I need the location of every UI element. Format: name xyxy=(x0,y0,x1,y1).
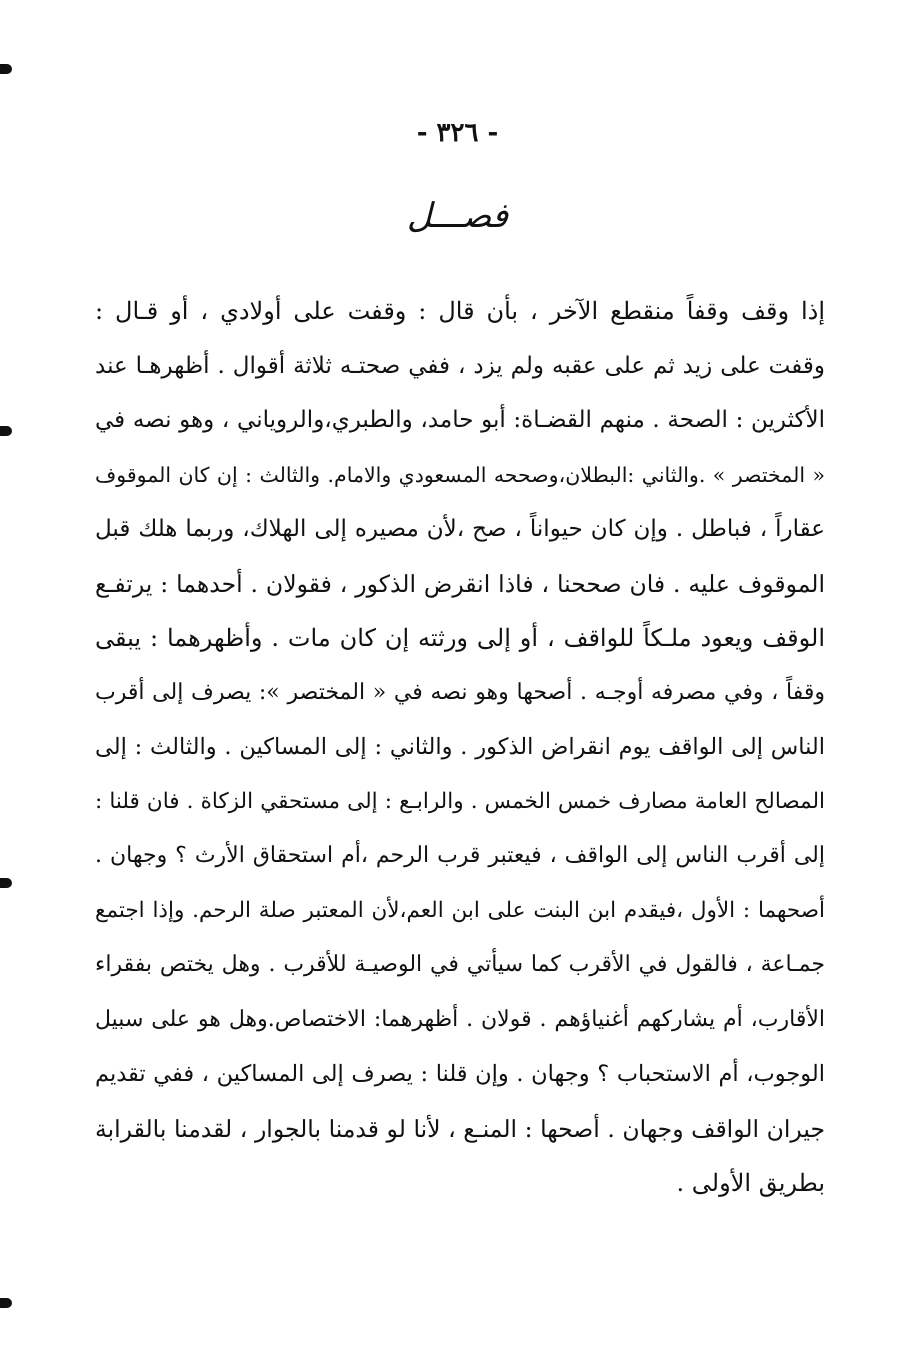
margin-mark-3 xyxy=(0,878,12,888)
text-line-last: بطريق الأولى . xyxy=(676,1169,825,1197)
margin-mark-1 xyxy=(0,64,12,74)
text-line: المصالح العامة مصارف خمس الخمس . والرابـع : إلى مستحقي الزكاة . فان قلنا : xyxy=(95,788,825,814)
text-line: عقاراً ، فباطل . وإن كان حيواناً ، صح ،لأن مصيره إلى الهلاك، وربما هلك قبل xyxy=(95,516,825,542)
text-line: الوجوب، أم الاستحباب ؟ وجهان . وإن قلنا : يصرف إلى المساكين ، ففي تقديم xyxy=(95,1061,825,1087)
text-line: وقفت على زيد ثم على عقبه ولم يزد ، ففي صحتـه ثلاثة أقوال . أظهرهـا عند xyxy=(95,352,825,379)
text-line: الموقوف عليه . فان صححنا ، فاذا انقرض الذكور ، فقولان . أحدهما : يرتفـع xyxy=(95,569,825,598)
text-line: الأكثرين : الصحة . منهم القضـاة: أبو حامد، والطبري،والروياني ، وهو نصه في xyxy=(95,407,825,433)
text-line: إلى أقرب الناس إلى الواقف ، فيعتبر قرب الرحم ،أم استحقاق الأرث ؟ وجهان . xyxy=(95,843,825,868)
text-line: الناس إلى الواقف يوم انقراض الذكور . والثاني : إلى المساكين . والثالث : إلى xyxy=(95,734,825,760)
text-line: الوقف ويعود ملـكاً للواقف ، أو إلى ورثته إن كان مات . وأظهرهما : يبقى xyxy=(95,624,825,652)
body-text xyxy=(95,284,825,1211)
text-line: جمـاعة ، فالقول في الأقرب كما سيأتي في الوصيـة للأقرب . وهل يختص بفقراء xyxy=(95,952,825,977)
margin-mark-4 xyxy=(0,1298,12,1308)
text-line: وقفاً ، وفي مصرفه أوجـه . أصحها وهو نصه في « المختصر »: يصرف إلى أقرب xyxy=(95,679,825,705)
text-line: جيران الواقف وجهان . أصحها : المنـع ، لأنا لو قدمنا بالجوار ، لقدمنا بالقرابة xyxy=(95,1114,825,1143)
section-heading: فصـــل xyxy=(406,196,509,236)
text-line: الأقارب، أم يشاركهم أغنياؤهم . قولان . أظهرهما: الاختصاص.وهل هو على سبيل xyxy=(95,1006,825,1032)
text-line: « المختصر » .والثاني :البطلان،وصححه المسعودي والامام. والثالث : إن كان الموقوف xyxy=(95,462,825,487)
margin-mark-2 xyxy=(0,426,12,436)
text-line: أصحهما : الأول ،فيقدم ابن البنت على ابن العم،لأن المعتبر صلة الرحم. وإذا اجتمع xyxy=(95,897,825,923)
text-line: إذا وقف وقفاً منقطع الآخر ، بأن قال : وقفت على أولادي ، أو قـال : xyxy=(95,297,825,325)
page-number: - ٣٢٦ - xyxy=(416,118,499,148)
